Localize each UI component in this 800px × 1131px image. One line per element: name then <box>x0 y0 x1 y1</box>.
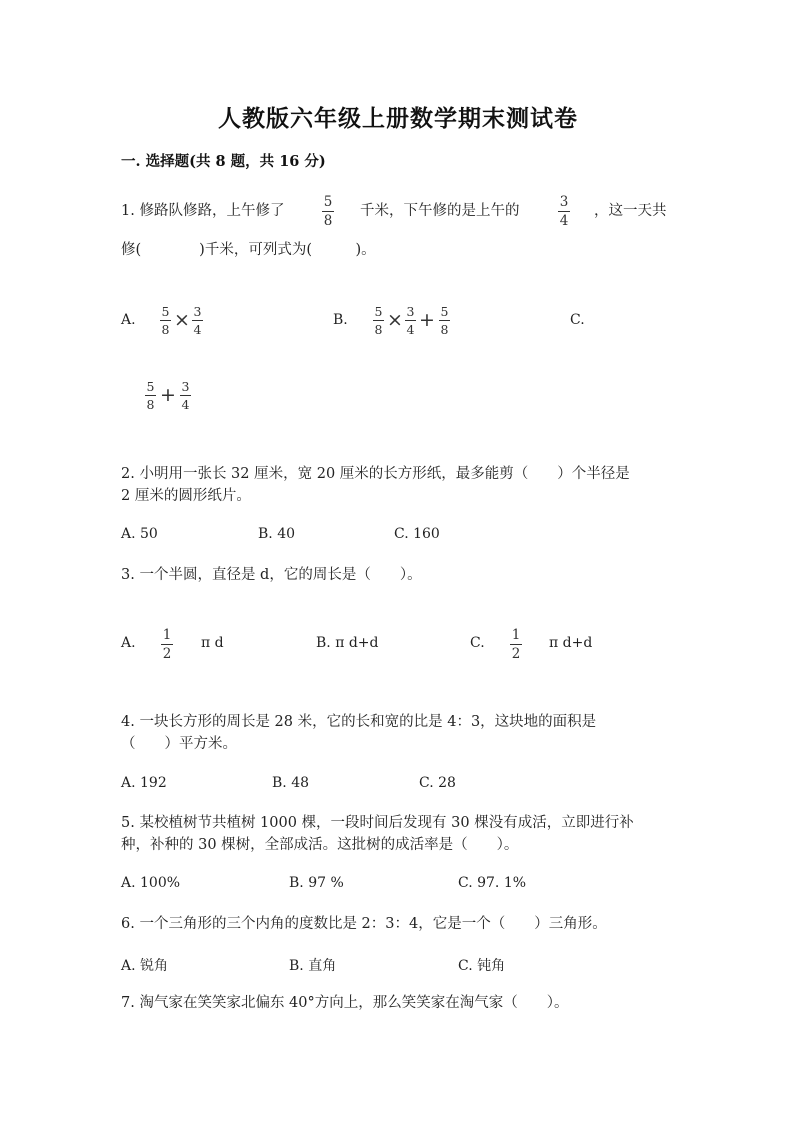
fraction-numerator: 3 <box>559 194 569 210</box>
plus-sign: + <box>160 384 176 406</box>
fraction-denominator: 4 <box>406 322 415 337</box>
q3-option-c-fraction <box>510 628 522 662</box>
q1-text-part1: 1. 修路队修路，上午修了 <box>121 203 285 219</box>
fraction-denominator: 8 <box>161 322 170 337</box>
q1-text-part3: ，这一天共 <box>594 203 667 219</box>
q2-text-line2: 2 厘米的圆形纸片。 <box>121 488 251 504</box>
fraction-bar <box>180 395 191 396</box>
q3-option-a-label: A. <box>121 635 136 651</box>
fraction <box>160 305 171 337</box>
fraction-numerator: 5 <box>374 304 383 319</box>
fraction <box>145 380 156 412</box>
fraction <box>192 305 203 337</box>
fraction-bar <box>161 644 173 645</box>
times-sign: × <box>387 309 403 331</box>
fraction-bar <box>405 320 416 321</box>
q5-option-c: C. 97. 1% <box>458 875 527 891</box>
q2-text-line1: 2. 小明用一张长 32 厘米，宽 20 厘米的长方形纸，最多能剪（ ）个半径是 <box>121 466 630 482</box>
q1-option-a-label: A. <box>121 312 136 328</box>
q1-text-line2: 修( )千米，可列式为( )。 <box>121 242 376 258</box>
q2-option-b: B. 40 <box>258 526 296 542</box>
q1-fraction-5-8 <box>322 195 334 229</box>
fraction-bar <box>373 320 384 321</box>
q4-option-a: A. 192 <box>121 775 167 791</box>
fraction-bar <box>322 211 334 212</box>
fraction-denominator: 8 <box>323 213 333 229</box>
fraction-denominator: 4 <box>193 322 202 337</box>
fraction-numerator: 3 <box>181 379 190 394</box>
q2-option-c: C. 160 <box>394 526 440 542</box>
q1-option-b-label: B. <box>333 312 348 328</box>
fraction <box>405 305 416 337</box>
fraction-numerator: 3 <box>406 304 415 319</box>
fraction-numerator: 1 <box>162 627 172 643</box>
fraction-denominator: 2 <box>162 646 172 662</box>
q1-option-c-label: C. <box>570 312 585 328</box>
q3-option-b: B. π d+d <box>316 635 379 651</box>
fraction-bar <box>510 644 522 645</box>
q7-text-line1: 7. 淘气家在笑笑家北偏东 40°方向上，那么笑笑家在淘气家（ ）。 <box>121 995 569 1011</box>
q3-option-a-text: π d <box>201 635 224 651</box>
fraction-numerator: 3 <box>193 304 202 319</box>
q5-text-line2: 种，补种的 30 棵树，全部成活。这批树的成活率是（ ）。 <box>121 837 519 853</box>
q4-text-line2: （ ）平方米。 <box>121 736 237 752</box>
q3-option-a-fraction <box>161 628 173 662</box>
q3-option-c-label: C. <box>470 635 485 651</box>
q4-option-c: C. 28 <box>419 775 456 791</box>
fraction-numerator: 1 <box>511 627 521 643</box>
fraction-denominator: 4 <box>559 213 569 229</box>
fraction-numerator: 5 <box>440 304 449 319</box>
fraction <box>373 305 384 337</box>
q3-text-line1: 3. 一个半圆，直径是 d，它的周长是（ ）。 <box>121 567 422 583</box>
fraction-numerator: 5 <box>323 194 333 210</box>
q4-text-line1: 4. 一块长方形的周长是 28 米，它的长和宽的比是 4：3，这块地的面积是 <box>121 714 597 730</box>
fraction-bar <box>160 320 171 321</box>
page-title: 人教版六年级上册数学期末测试卷 <box>218 105 578 132</box>
fraction-bar <box>145 395 156 396</box>
fraction <box>439 305 450 337</box>
plus-sign: + <box>419 309 435 331</box>
q5-option-a: A. 100% <box>121 875 181 891</box>
q5-text-line1: 5. 某校植树节共植树 1000 棵，一段时间后发现有 30 棵没有成活，立即进行补 <box>121 815 634 831</box>
fraction-numerator: 5 <box>161 304 170 319</box>
q6-option-a: A. 锐角 <box>121 958 169 974</box>
fraction-numerator: 5 <box>146 379 155 394</box>
fraction-denominator: 8 <box>440 322 449 337</box>
q1-fraction-3-4 <box>558 195 570 229</box>
q1-text-part2: 千米，下午修的是上午的 <box>360 203 520 219</box>
q6-text-line1: 6. 一个三角形的三个内角的度数比是 2：3：4，它是一个（ ）三角形。 <box>121 916 607 932</box>
fraction-denominator: 8 <box>374 322 383 337</box>
times-sign: × <box>174 309 190 331</box>
q2-option-a: A. 50 <box>121 526 158 542</box>
fraction-bar <box>558 211 570 212</box>
fraction-bar <box>439 320 450 321</box>
q6-option-c: C. 钝角 <box>458 958 506 974</box>
q4-option-b: B. 48 <box>272 775 310 791</box>
q3-option-c-text: π d+d <box>549 635 593 651</box>
q5-option-b: B. 97 % <box>289 875 344 891</box>
fraction-denominator: 2 <box>511 646 521 662</box>
fraction-denominator: 8 <box>146 397 155 412</box>
q6-option-b: B. 直角 <box>289 958 337 974</box>
fraction-bar <box>192 320 203 321</box>
fraction-denominator: 4 <box>181 397 190 412</box>
fraction <box>180 380 191 412</box>
section-heading: 一. 选择题(共 8 题，共 16 分) <box>121 153 326 170</box>
